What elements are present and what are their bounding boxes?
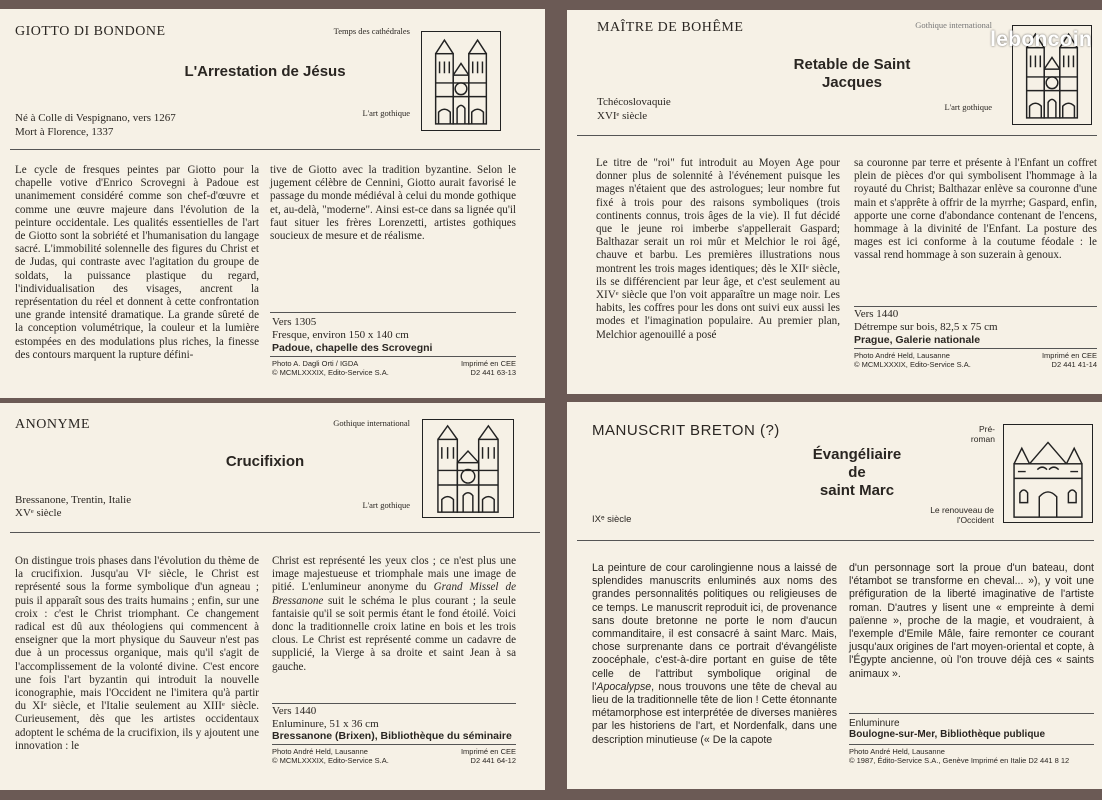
period-top: Temps des cathédrales [333, 26, 410, 36]
divider [270, 312, 516, 313]
period-bottom: Le renouveau de l'Occident [930, 505, 994, 525]
divider [854, 306, 1097, 307]
divider [577, 540, 1094, 541]
printed-in: Imprimé en CEE [460, 747, 516, 756]
gothic-cathedral-icon [422, 419, 514, 518]
divider [849, 713, 1094, 714]
divider [272, 703, 516, 704]
divider [849, 744, 1094, 745]
period-top: Gothique international [915, 20, 992, 30]
origin-century: IXᵉ siècle [592, 514, 632, 525]
romanesque-church-icon [1003, 424, 1093, 523]
gothic-cathedral-icon [421, 31, 501, 131]
artwork-medium: Fresque, environ 150 x 140 cm [272, 329, 409, 341]
copyright-footer: © 1987, Édito-Service S.A., Genève Imprimé en Italie D2 441 8 12 [849, 756, 1070, 765]
period-bottom: L'art gothique [362, 108, 410, 118]
period-top: Gothique international [333, 418, 410, 428]
divider [577, 135, 1097, 136]
period-top: Pré-roman [970, 424, 995, 444]
card-code: D2 441 41-14 [1051, 360, 1097, 369]
artwork-location: Bressanone (Brixen), Bibliothèque du séminaire [272, 730, 512, 742]
artwork-location: Boulogne-sur-Mer, Bibliothèque publique [849, 729, 1046, 740]
text-column-right: d'un personnage sort la proue d'un bateau, dont l'étambot se transforme en cheval... »), y voit une préfiguration de la liberté imaginative de l'artiste roman. D'autres y lisent une « empreinte à demi païenne », proche de la magie, et voudraient, à l'exemple d'Emile Mâle, faire remonter ce courant jusqu'aux origines de l'art moyen-oriental et copte, à l'Égypte ancienne, où l'on trouve déjà ces « saints animaux ». [849, 562, 1094, 680]
card-manuscrit-breton [567, 402, 1102, 789]
artist-name: MAÎTRE DE BOHÊME [597, 20, 744, 35]
birth-info: Né à Colle di Vespignano, vers 1267 [15, 112, 176, 124]
artwork-location: Padoue, chapelle des Scrovegni [272, 342, 433, 354]
photo-credit: Photo André Held, Lausanne [854, 351, 950, 360]
photo-credit: Photo André Held, Lausanne [849, 747, 945, 756]
artwork-medium: Enluminure, 51 x 36 cm [272, 718, 379, 730]
missal-title: Grand Missel de Bressanone [272, 581, 516, 607]
artwork-title: L'Arrestation de Jésus [184, 63, 346, 80]
artwork-location: Prague, Galerie nationale [854, 334, 981, 346]
card-giotto [0, 9, 545, 398]
artwork-date: Vers 1305 [272, 316, 317, 328]
card-code: D2 441 64-12 [470, 756, 516, 765]
text-column-right: sa couronne par terre et présente à l'Enfant un coffret plein de pièces d'or qui symbolisent l'hommage à la royauté du Christ; Balthazar enlève sa couronne d'une main et s'apprête à offrir de la myrrhe; Gaspard, enfin, apporte une corne d'abondance contenant de l'encens, hommage à la divinité de l'Enfant. La posture des mages est ici conforme à la coutume féodale : le vassal rend hommage à son suzerain à genoux. [854, 157, 1097, 262]
copyright: © MCMLXXXIX, Edito-Service S.A. [854, 360, 971, 369]
artwork-date: Vers 1440 [854, 308, 899, 320]
text-column-right: Christ est représenté les yeux clos ; ce n'est plus une image majestueuse et triomphale mais une image de pitié. L'enlumineur anonyme du Grand Missel de Bressanone suit le schéma le plus courant ; la seule fantaisie qu'il se soit permis étant le fond étoilé. Voici donc la traditionnelle croix latine en bois et les trois clous. Le Christ est représenté comme un cadavre de supplicié, la Vierge à sa droite et saint Jean à sa gauche. [272, 555, 516, 673]
card-code: D2 441 63-13 [470, 368, 516, 377]
divider [272, 744, 516, 745]
printed-in: Imprimé en CEE [460, 359, 516, 368]
photo-credit: Photo A. Dagli Orti / IGDA [272, 359, 359, 368]
text-column-left: Le cycle de fresques peintes par Giotto pour la chapelle votive d'Enrico Scrovegni à Padoue est unanimement considéré comme son chef-d'œuvre et comme une œuvre majeure dans l'évolution de la peinture occidentale. Les qualités essentielles de l'art de Giotto sont la sobriété et l'humanisation du langage sacré. L'immobilité solennelle des figures du Christ et de Judas, qui contraste avec l'agitation du groupe de soldats, la puissance plastique du regard, l'individualisation des visages, ancrent la représentation du réel et donnent à cette confrontation une grande intensité dramatique. La grande sûreté de la conception volumétrique, la couleur et la lumière estompées en des modulations plus riches, la finesse des contours marquent la rupture défini- [15, 164, 259, 361]
leboncoin-watermark: leboncoin [990, 28, 1092, 51]
printed-in: Imprimé en CEE [1041, 351, 1097, 360]
apocalypse-title: Apocalypse [596, 680, 652, 693]
text-column-left: La peinture de cour carolingienne nous a laissé de splendides manuscrits enluminés aux noms des grandes personnalités politiques ou religieuses de ce temps. Le manuscrit reproduit ici, de provenance sans doute bretonne ne porte le nom d'aucun commanditaire, il est consacré à saint Marc. Mais, chose surprenante dans ce portrait d'évangéliste zoocéphale, c'est-à-dire portant en guise de tête celle de l'attribut symbolique original de l'Apocalypse, nous trouvons une tête de cheval au lieu de la traditionnelle tête de lion ! Cette étonnante métamorphose est interprétée de diverses manières par les historiens de l'art, et Nordenfalk, dans une description minutieuse (« De la capote [592, 562, 837, 746]
divider [10, 532, 540, 533]
artwork-medium: Enluminure [849, 718, 900, 729]
copyright: © MCMLXXXIX, Edito-Service S.A. [272, 368, 389, 377]
origin-century: XVᵉ siècle [15, 507, 62, 519]
divider [270, 356, 516, 357]
artwork-title: Crucifixion [225, 453, 305, 470]
card-anonyme [0, 403, 545, 790]
artwork-title: Évangéliaire de saint Marc [812, 446, 902, 499]
artwork-medium: Détrempe sur bois, 82,5 x 75 cm [854, 321, 998, 333]
period-bottom: L'art gothique [944, 102, 992, 112]
death-info: Mort à Florence, 1337 [15, 126, 114, 138]
artist-name: GIOTTO DI BONDONE [15, 24, 166, 39]
origin-century: XVIᵉ siècle [597, 110, 648, 122]
origin-country: Tchécoslovaquie [597, 96, 671, 108]
artwork-title: Retable de Saint Jacques [793, 56, 911, 91]
text-column-left: Le titre de "roi" fut introduit au Moyen Age pour donner plus de solennité à l'événement puisque les mages n'étaient que des astrologues; leur nombre fut fixé à trois pour des raisons symboliques (trois continents connus, trois âges de la vie). Il fut décidé que le jeune roi imberbe s'appellerait Gaspard; Balthazar serait un roi mûr et Melchior le roi âgé, chauve et barbu. Les premières illustrations nous montrent les trois mages identiques; dès le XIIᵉ siècle, ils se différencient par leur âge, et c'est seulement au XIVᵉ siècle que l'on voit apparaître un mage noir. Les habits, les coffres pour les dons ont suivi eux aussi les modes et l'imagination populaire. Au premier plan, Melchior agenouillé a posé [596, 157, 840, 341]
artwork-date: Vers 1440 [272, 705, 317, 717]
artist-name: MANUSCRIT BRETON (?) [592, 422, 780, 439]
origin-place: Bressanone, Trentin, Italie [15, 494, 132, 506]
copyright: © MCMLXXXIX, Edito-Service S.A. [272, 756, 389, 765]
period-bottom: L'art gothique [362, 500, 410, 510]
artist-name: ANONYME [15, 417, 91, 432]
photo-credit: Photo André Held, Lausanne [272, 747, 368, 756]
divider [10, 149, 540, 150]
card-maitre-boheme [567, 10, 1102, 394]
divider [854, 348, 1097, 349]
text-column-left: On distingue trois phases dans l'évolution du thème de la crucifixion. Jusqu'au VIᵉ siècle, le Christ est représenté sous la forme symbolique d'un agneau ; puis il apparaît sous des traits humains ; enfin, sur une croix : c'est le Christ triomphant. Ce changement radical est dû aux théologiens qui commencent à enseigner que la mort physique du Sauveur n'est pas due à un processus organique, mais qu'il s'agit de l'accomplissement de la volonté divine. C'est encore une fois l'art byzantin qui introduit la nouvelle iconographie, mais l'Occident ne l'imitera qu'à partir du XIᵉ siècle, et l'Italie seulement au XIIIᵉ siècle. Curieusement, dès que les artistes occidentaux adoptent le schéma de la crucifixion, ils y ajoutent une innovation : le [15, 555, 259, 752]
text-column-right: tive de Giotto avec la tradition byzantine. Selon le jugement célèbre de Cennini, Giotto aurait favorisé le passage du monde médiéval à celui du monde gothique et, au-delà, "moderne". Ainsi est-ce dans sa lignée qu'il faut situer les frères Lorenzetti, artistes gothiques soucieux de mesure et de réalisme. [270, 164, 516, 243]
